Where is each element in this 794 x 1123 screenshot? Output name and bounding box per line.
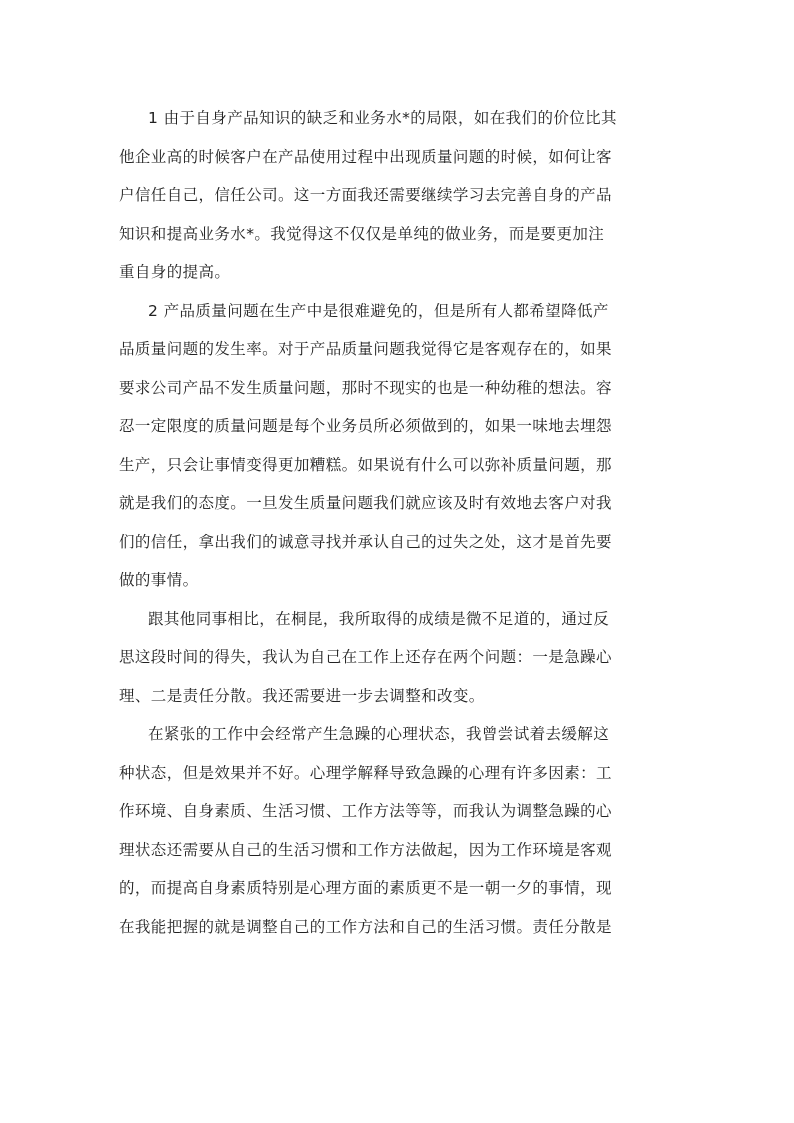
paragraph-impatience xyxy=(119,715,675,946)
text-line: 在紧张的工作中会经常产生急躁的心理状态，我曾尝试着去缓解这 xyxy=(148,725,610,743)
text-line: 作环境、自身素质、生活习惯、工作方法等等，而我认为调整急躁的心 xyxy=(119,802,612,820)
text-line: 生产，只会让事情变得更加糟糕。如果说有什么可以弥补质量问题，那 xyxy=(119,455,612,474)
text-line: 品质量问题的发生率。对于产品质量问题我觉得它是客观存在的，如果 xyxy=(119,340,612,358)
text-line: 理、二是责任分散。我还需要进一步去调整和改变。 xyxy=(119,686,485,705)
text-line: 2 产品质量问题在生产中是很难避免的，但是所有人都希望降低产 xyxy=(148,301,609,320)
text-line: 在我能把握的就是调整自己的工作方法和自己的生活习惯。责任分散是 xyxy=(119,917,612,936)
text-line: 要求公司产品不发生质量问题，那时不现实的也是一种幼稚的想法。容 xyxy=(119,378,612,397)
text-line: 重自身的提高。 xyxy=(119,263,231,281)
text-line: 知识和提高业务水*。我觉得这不仅仅是单纯的做业务，而是要更加注 xyxy=(119,224,605,243)
text-line: 就是我们的态度。一旦发生质量问题我们就应该及时有效地去客户对我 xyxy=(119,494,612,512)
text-line: 的，而提高自身素质特别是心理方面的素质更不是一朝一夕的事情，现 xyxy=(119,879,612,897)
text-line: 他企业高的时候客户在产品使用过程中出现质量问题的时候，如何让客 xyxy=(119,147,612,166)
document-body xyxy=(119,99,675,946)
paragraph-self-reflection xyxy=(119,600,675,716)
text-line: 理状态还需要从自己的生活习惯和工作方法做起，因为工作环境是客观 xyxy=(119,840,612,859)
text-line: 种状态，但是效果并不好。心理学解释导致急躁的心理有许多因素：工 xyxy=(119,763,612,782)
paragraph-quality-issues xyxy=(119,292,675,600)
text-line: 跟其他同事相比，在桐昆，我所取得的成绩是微不足道的，通过反 xyxy=(148,609,610,628)
text-line: 做的事情。 xyxy=(119,571,199,589)
text-line: 思这段时间的得失，我认为自己在工作上还存在两个问题：一是急躁心 xyxy=(119,648,612,666)
text-line: 们的信任，拿出我们的诚意寻找并承认自己的过失之处，这才是首先要 xyxy=(119,532,612,551)
text-line: 1 由于自身产品知识的缺乏和业务水*的局限，如在我们的价位比其 xyxy=(148,109,617,127)
text-line: 户信任自己，信任公司。这一方面我还需要继续学习去完善自身的产品 xyxy=(119,186,612,204)
paragraph-product-knowledge xyxy=(119,99,675,292)
text-line: 忍一定限度的质量问题是每个业务员所必须做到的，如果一味地去埋怨 xyxy=(119,417,612,435)
